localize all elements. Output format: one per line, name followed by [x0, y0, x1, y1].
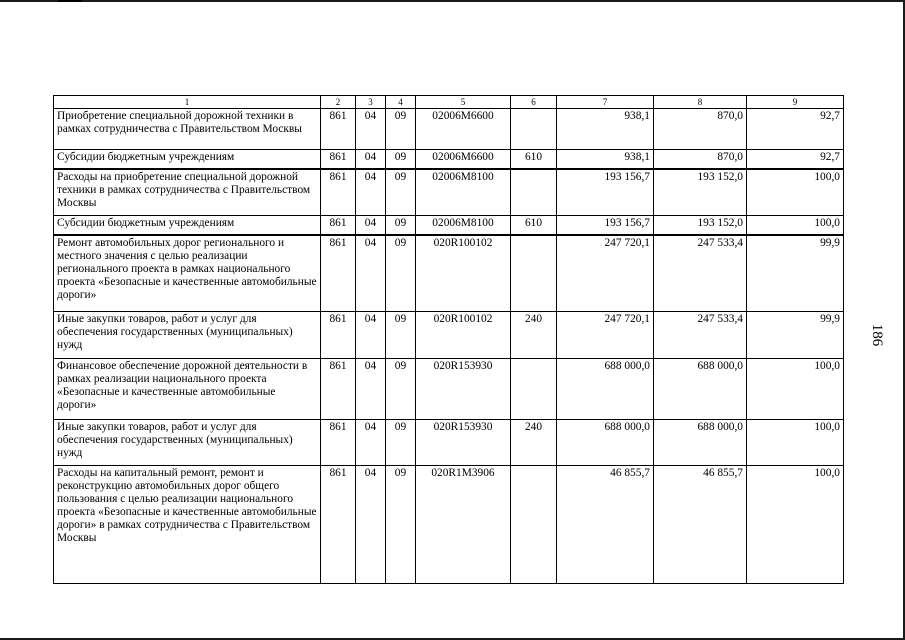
cell-target-article: 020R1М3906: [416, 466, 511, 584]
cell-ministry-code: 861: [321, 109, 356, 150]
scan-mark: [58, 0, 82, 2]
cell-executed: 870,0: [654, 109, 747, 150]
cell-section: 04: [356, 216, 386, 235]
row-name: Иные закупки товаров, работ и услуг для обеспечения государственных (муниципальных) нужд: [54, 312, 321, 359]
cell-expense-type: 240: [511, 420, 557, 466]
cell-ministry-code: 861: [321, 466, 356, 584]
cell-section: 04: [356, 150, 386, 169]
cell-executed: 193 152,0: [654, 216, 747, 235]
cell-target-article: 020R153930: [416, 359, 511, 420]
cell-expense-type: 610: [511, 216, 557, 235]
table-row: [54, 312, 844, 359]
cell-target-article: 02006М6600: [416, 150, 511, 169]
cell-subsection: 09: [386, 466, 416, 584]
cell-ministry-code: 861: [321, 150, 356, 169]
cell-target-article: 02006М6600: [416, 109, 511, 150]
cell-executed: 870,0: [654, 150, 747, 169]
column-header-9: 9: [747, 96, 844, 109]
cell-planned: 247 720,1: [557, 235, 654, 312]
cell-section: 04: [356, 169, 386, 216]
table-row: [54, 150, 844, 169]
cell-executed: 46 855,7: [654, 466, 747, 584]
cell-planned: 688 000,0: [557, 420, 654, 466]
cell-subsection: 09: [386, 169, 416, 216]
cell-percent: 99,9: [747, 312, 844, 359]
cell-ministry-code: 861: [321, 420, 356, 466]
cell-percent: 100,0: [747, 466, 844, 584]
row-name: Расходы на капитальный ремонт, ремонт и реконструкцию автомобильных дорог общего пользования с целью реализации национального проекта «Безопасные и качественные автомобильные дороги» в рамках сотрудничества с Правительством Москвы: [54, 466, 321, 584]
column-header-6: 6: [511, 96, 557, 109]
cell-section: 04: [356, 235, 386, 312]
table-row: [54, 169, 844, 216]
cell-subsection: 09: [386, 235, 416, 312]
column-header-3: 3: [356, 96, 386, 109]
cell-executed: 247 533,4: [654, 312, 747, 359]
cell-ministry-code: 861: [321, 169, 356, 216]
column-header-8: 8: [654, 96, 747, 109]
column-header-2: 2: [321, 96, 356, 109]
cell-ministry-code: 861: [321, 235, 356, 312]
cell-subsection: 09: [386, 150, 416, 169]
row-name: Ремонт автомобильных дорог регионального и местного значения с целью реализации регионального проекта в рамках национального проекта «Безопасные и качественные автомобильные дороги»: [54, 235, 321, 312]
cell-planned: 46 855,7: [557, 466, 654, 584]
cell-target-article: 020R100102: [416, 235, 511, 312]
table-row: [54, 235, 844, 312]
row-name: Расходы на приобретение специальной дорожной техники в рамках сотрудничества с Правительством Москвы: [54, 169, 321, 216]
cell-planned: 938,1: [557, 109, 654, 150]
table-row: [54, 216, 844, 235]
cell-subsection: 09: [386, 312, 416, 359]
row-name: Приобретение специальной дорожной техники в рамках сотрудничества с Правительством Москвы: [54, 109, 321, 150]
cell-subsection: 09: [386, 216, 416, 235]
cell-section: 04: [356, 466, 386, 584]
cell-percent: 100,0: [747, 359, 844, 420]
cell-ministry-code: 861: [321, 359, 356, 420]
cell-target-article: 020R100102: [416, 312, 511, 359]
table-row: [54, 359, 844, 420]
cell-expense-type: [511, 235, 557, 312]
cell-executed: 688 000,0: [654, 420, 747, 466]
table-row: [54, 466, 844, 584]
cell-ministry-code: 861: [321, 216, 356, 235]
cell-planned: 193 156,7: [557, 169, 654, 216]
cell-section: 04: [356, 420, 386, 466]
cell-expense-type: [511, 109, 557, 150]
cell-target-article: 02006М8100: [416, 169, 511, 216]
column-header-1: 1: [54, 96, 321, 109]
column-header-5: 5: [416, 96, 511, 109]
cell-subsection: 09: [386, 109, 416, 150]
cell-expense-type: 610: [511, 150, 557, 169]
row-name: Финансовое обеспечение дорожной деятельности в рамках реализации национального проекта «Безопасные и качественные автомобильные дороги»: [54, 359, 321, 420]
cell-section: 04: [356, 312, 386, 359]
cell-executed: 193 152,0: [654, 169, 747, 216]
cell-percent: 100,0: [747, 169, 844, 216]
row-name: Иные закупки товаров, работ и услуг для обеспечения государственных (муниципальных) нужд: [54, 420, 321, 466]
column-header-4: 4: [386, 96, 416, 109]
row-name: Субсидии бюджетным учреждениям: [54, 216, 321, 235]
header-row: [54, 96, 844, 109]
cell-executed: 688 000,0: [654, 359, 747, 420]
cell-percent: 100,0: [747, 420, 844, 466]
cell-section: 04: [356, 359, 386, 420]
cell-subsection: 09: [386, 359, 416, 420]
cell-ministry-code: 861: [321, 312, 356, 359]
cell-percent: 99,9: [747, 235, 844, 312]
cell-planned: 938,1: [557, 150, 654, 169]
cell-planned: 193 156,7: [557, 216, 654, 235]
page-number: 186: [869, 323, 885, 347]
budget-table: [53, 95, 844, 584]
cell-executed: 247 533,4: [654, 235, 747, 312]
scan-border-top: [0, 0, 905, 2]
column-header-7: 7: [557, 96, 654, 109]
table-row: [54, 420, 844, 466]
cell-target-article: 020R153930: [416, 420, 511, 466]
row-name: Субсидии бюджетным учреждениям: [54, 150, 321, 169]
cell-section: 04: [356, 109, 386, 150]
cell-expense-type: 240: [511, 312, 557, 359]
cell-expense-type: [511, 466, 557, 584]
cell-subsection: 09: [386, 420, 416, 466]
cell-target-article: 02006М8100: [416, 216, 511, 235]
cell-percent: 100,0: [747, 216, 844, 235]
cell-percent: 92,7: [747, 109, 844, 150]
cell-planned: 688 000,0: [557, 359, 654, 420]
cell-expense-type: [511, 169, 557, 216]
table-row: [54, 109, 844, 150]
cell-planned: 247 720,1: [557, 312, 654, 359]
cell-percent: 92,7: [747, 150, 844, 169]
cell-expense-type: [511, 359, 557, 420]
